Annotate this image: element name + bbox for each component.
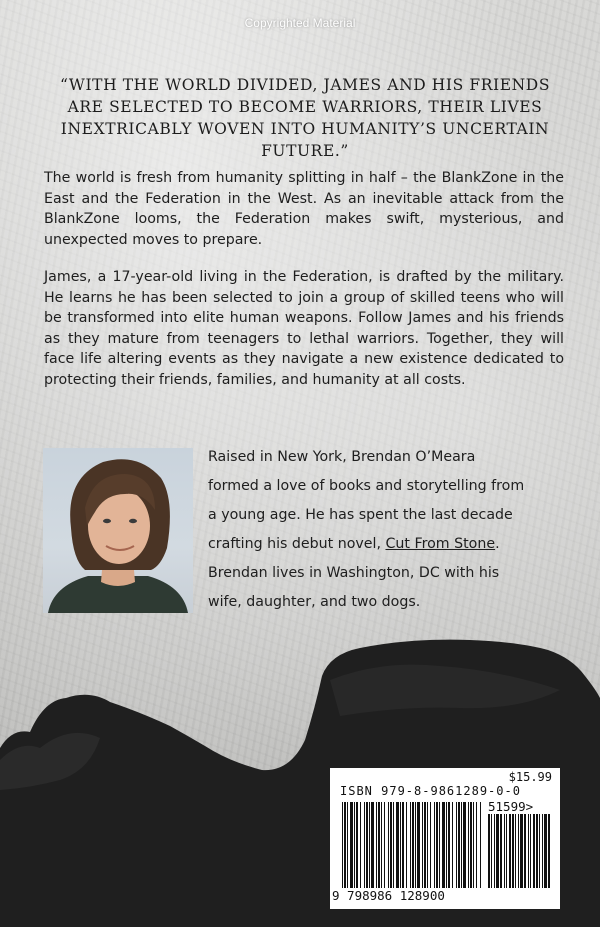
ean-barcode-bars: [342, 802, 482, 888]
author-portrait-illustration: [43, 448, 193, 613]
price-label: $15.99: [508, 770, 552, 784]
price-addon-code: 51599>: [488, 799, 534, 814]
addon-barcode-bars: [488, 814, 550, 888]
book-title-link[interactable]: Cut From Stone: [385, 536, 496, 552]
tagline-quote: “WITH THE WORLD DIVIDED, JAMES AND HIS FRIENDS ARE SELECTED TO BECOME WARRIORS, THEIR LIVES INEXTRICABLY WOVEN INTO HUMANITY’S UNCERTAIN FUTURE.”: [59, 76, 551, 160]
ean-digits: 9 798986 128900: [332, 888, 445, 903]
author-bio-text: Raised in New York, Brendan O’Meara formed a love of books and storytelling from a young age. He has spent the last decade crafting his debut novel,: [208, 449, 525, 552]
copyright-watermark: Copyrighted Material: [244, 16, 356, 30]
synopsis-paragraph-2: James, a 17-year-old living in the Federation, is drafted by the military. He learns he has been selected to join a group of skilled teens who will be transformed into elite human weapons. Follow James and his friends as they mature from teenagers to lethal warriors. Together, they will face life altering events as they navigate a new existence dedicated to protecting their friends, families, and humanity at all costs.: [44, 269, 564, 388]
isbn-barcode: [330, 768, 560, 909]
isbn-number: ISBN 979-8-9861289-0-0: [340, 784, 521, 798]
synopsis-paragraph-1: The world is fresh from humanity splitting in half – the BlankZone in the East and the Federation in the West. As an inevitable attack from the BlankZone looms, the Federation makes swift, mysterious, and unexpected moves to prepare.: [44, 170, 564, 248]
author-bio: [208, 443, 528, 617]
author-photo: [43, 448, 193, 613]
author-bio-text-end: . Brendan lives in Washington, DC with his wife, daughter, and two dogs.: [208, 536, 500, 610]
